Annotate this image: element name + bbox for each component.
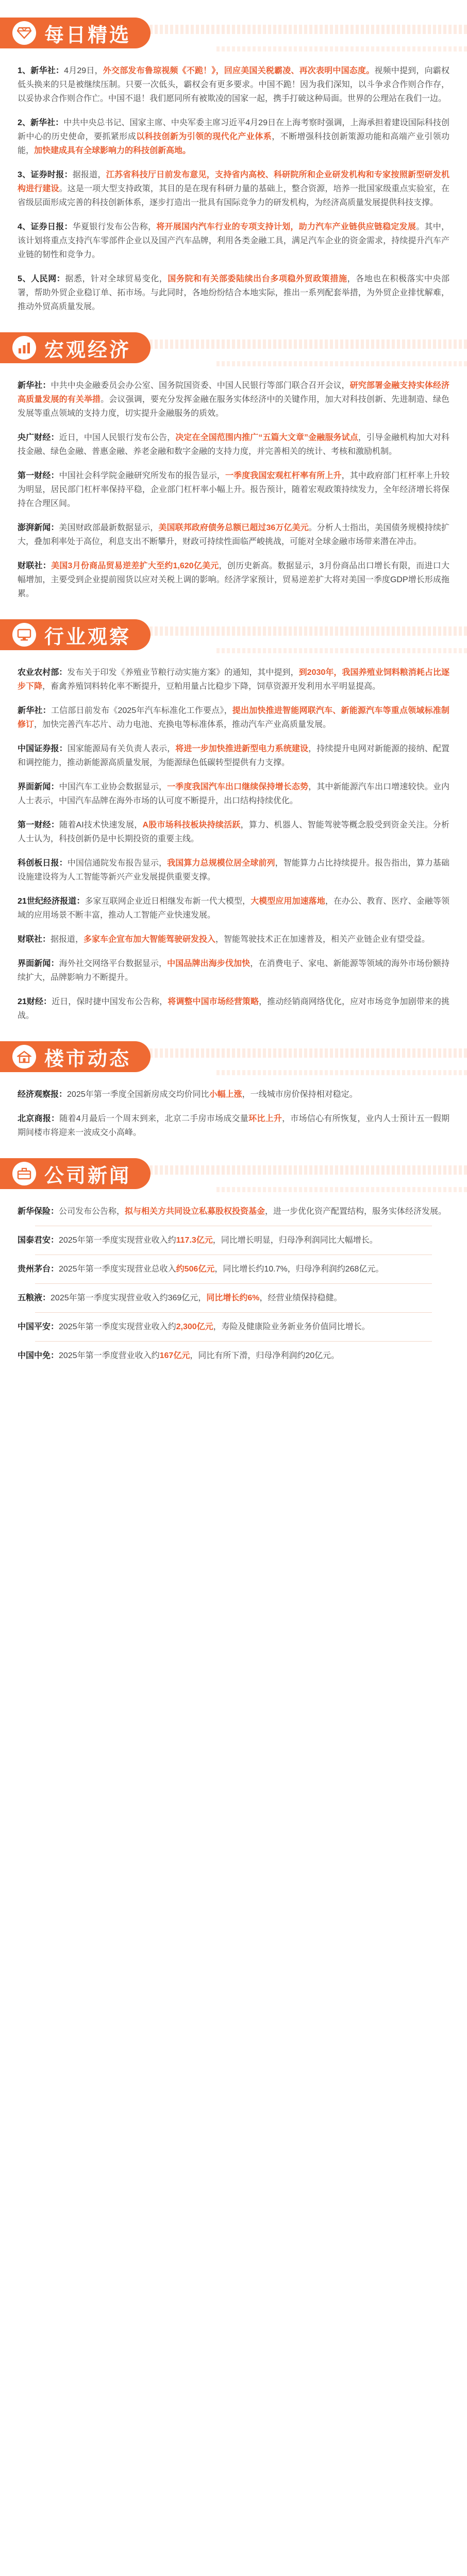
company-news-item: 贵州茅台：2025年第一季度实现营业总收入约506亿元，同比增长约10.7%，归母净利润约268亿元。 xyxy=(18,1265,384,1274)
news-paragraph: 界面新闻：中国汽车工业协会数据显示，一季度我国汽车出口继续保持增长态势，其中新能源汽车出口增速较快。业内人士表示，中国汽车品牌在海外市场的认可度不断提升，出口结构持续优化。 xyxy=(18,783,449,805)
news-paragraph: 财联社：美国3月份商品贸易逆差扩大至约1,620亿美元，创历史新高。数据显示，3月份商品出口增长有限，而进口大幅增加，主要受到企业提前囤货以应对关税上调的影响。经济学家预计，贸易逆差扩大将对美国一季度GDP增长形成拖累。 xyxy=(18,562,449,598)
news-paragraph: 界面新闻：海外社交网络平台数据显示，中国品牌出海步伐加快，在消费电子、家电、新能源等领域的海外市场份额持续扩大，品牌影响力不断提升。 xyxy=(18,959,449,982)
news-paragraph: 央广财经：近日，中国人民银行发布公告，决定在全国范围内推广“五篇大文章”金融服务试点，引导金融机构加大对科技金融、绿色金融、普惠金融、养老金融和数字金融的支持力度，并完善相关的统计、考核和激励机制。 xyxy=(18,433,449,456)
header-stripe-bottom xyxy=(216,1187,467,1192)
header-bar xyxy=(0,18,151,48)
news-paragraph: 经济观察报：2025年第一季度全国新房成交均价同比小幅上涨，一线城市房价保持相对稳定。 xyxy=(18,1090,358,1099)
company-news-item: 中国平安：2025年第一季度实现营业收入约2,300亿元，寿险及健康险业务新业务价值同比增长。 xyxy=(18,1323,370,1331)
divider xyxy=(35,1341,432,1342)
news-paragraph: 第一财经：随着AI技术快速发展，A股市场科技板块持续活跃，算力、机器人、智能驾驶等概念股受到资金关注。分析人士认为，科技创新仍是中长期投资的重要主线。 xyxy=(18,821,449,843)
section-title: 楼市动态 xyxy=(44,1047,131,1070)
news-paragraph: 21财经：近日，保时捷中国发布公告称，将调整中国市场经营策略，推动经销商网络优化，应对市场竞争加剧带来的挑战。 xyxy=(18,997,449,1020)
news-paragraph: 中国证券报：国家能源局有关负责人表示，将进一步加快推进新型电力系统建设，持续提升电网对新能源的接纳、配置和调控能力，推动新能源高质量发展，为能源绿色低碳转型提供有力支撑。 xyxy=(18,744,449,767)
chart-icon xyxy=(12,336,36,360)
section-title: 每日精选 xyxy=(44,23,131,46)
header-stripe-bottom xyxy=(216,46,467,52)
news-paragraph: 21世纪经济报道：多家互联网企业近日相继发布新一代大模型，大模型应用加速落地，在办公、教育、医疗、金融等领域的应用场景不断丰富，推动人工智能产业快速发展。 xyxy=(18,897,449,920)
news-paragraph: 5、人民网：据悉，针对全球贸易变化，国务院和有关部委陆续出台多项稳外贸政策措施，各地也在积极落实中央部署，帮助外贸企业稳订单、拓市场。与此同时，各地纷纷结合本地实际，推出一系列配套举措，为外贸企业排忧解难，推动外贸高质量发展。 xyxy=(18,275,449,311)
section-property-content xyxy=(0,1088,467,1140)
section-daily-content xyxy=(0,64,467,314)
section-header-property xyxy=(0,1033,467,1082)
header-bar xyxy=(0,1158,151,1189)
section-header-daily xyxy=(0,9,467,59)
section-company-content xyxy=(0,1205,467,1363)
header-stripe-bottom xyxy=(216,361,467,366)
header-bar xyxy=(0,1041,151,1072)
news-paragraph: 第一财经：中国社会科学院金融研究所发布的报告显示，一季度我国宏观杠杆率有所上升，其中政府部门杠杆率上升较为明显，居民部门杠杆率保持平稳，企业部门杠杆率小幅上升。报告预计，随着宏观政策持续发力，全年经济增长将保持在合理区间。 xyxy=(18,471,449,508)
monitor-icon xyxy=(12,623,36,647)
news-paragraph: 1、新华社：4月29日，外交部发布鲁琼视频《不跪！》，回应美国关税霸凌、再次表明中国态度。视频中提到，向霸权低头换来的只是被继续压制。只要一次低头，霸权会有更多要求。中国不跪！因为我们深知，以斗争求合作则合作存，以妥协求合作则合作亡。中国不退！我们愿同所有被欺凌的国家一起，携手打破这种局面。世界的公理站在我们一边。 xyxy=(18,66,449,103)
news-paragraph: 3、证券时报：据报道，江苏省科技厅日前发布意见，支持省内高校、科研院所和企业研发机构和专家按照新型研发机构进行建设。这是一项大型支持政策，其目的是在现有科研力量的基础上，整合资源，培养一批国家级重点实验室，在省级层面形成完善的科技创新体系，逐步打造出一批具有国际竞争力的研发机构，为经济高质量发展提供科技支撑。 xyxy=(18,171,449,207)
news-paragraph: 澎湃新闻：美国财政部最新数据显示，美国联邦政府债务总额已超过36万亿美元。分析人士指出，美国债务规模持续扩大，叠加利率处于高位，利息支出不断攀升，财政可持续性面临严峻挑战，可能对全球金融市场带来潜在冲击。 xyxy=(18,523,449,546)
section-macro-content xyxy=(0,379,467,601)
building-icon xyxy=(12,1045,36,1069)
news-paragraph: 新华社：中共中央金融委员会办公室、国务院国资委、中国人民银行等部门联合召开会议，研究部署金融支持实体经济高质量发展的有关举措。会议强调，要充分发挥金融在服务实体经济中的关键作用，加大对科技创新、先进制造、绿色发展等重点领域的支持力度，切实提升金融服务的质效。 xyxy=(18,381,449,418)
header-stripe-bottom xyxy=(216,648,467,653)
header-stripe-bottom xyxy=(216,1070,467,1075)
header-bar xyxy=(0,619,151,650)
diamond-icon xyxy=(12,21,36,45)
company-news-item: 国泰君安：2025年第一季度实现营业收入约117.3亿元，同比增长明显，归母净利润同比大幅增长。 xyxy=(18,1236,378,1245)
section-header-industry xyxy=(0,611,467,660)
section-header-macro xyxy=(0,324,467,374)
news-paragraph: 2、新华社：中共中央总书记、国家主席、中央军委主席习近平4月29日在上海考察时强调，上海承担着建设国际科技创新中心的历史使命，要抓紧形成以科技创新为引领的现代化产业体系，不断增强科技创新策源功能和高端产业引领功能，加快建成具有全球影响力的科技创新高地。 xyxy=(18,118,449,155)
section-header-company xyxy=(0,1150,467,1199)
company-news-item: 五粮液：2025年第一季度实现营业收入约369亿元，同比增长约6%，经营业绩保持稳健。 xyxy=(18,1294,342,1302)
header-bar xyxy=(0,332,151,363)
news-paragraph: 财联社：据报道，多家车企宣布加大智能驾驶研发投入，智能驾驶技术正在加速普及，相关产业链企业有望受益。 xyxy=(18,935,430,944)
divider xyxy=(35,1312,432,1313)
section-title: 宏观经济 xyxy=(44,338,131,361)
briefcase-icon xyxy=(12,1162,36,1185)
section-title: 行业观察 xyxy=(44,625,131,648)
company-news-item: 中国中免：2025年第一季度营业收入约167亿元，同比有所下滑，归母净利润约20亿元。 xyxy=(18,1351,340,1360)
section-industry-content xyxy=(0,666,467,1023)
news-paragraph: 北京商报：随着4月最后一个周末到来，北京二手房市场成交量环比上升，市场信心有所恢复，业内人士预计五一假期期间楼市将迎来一波成交小高峰。 xyxy=(18,1114,449,1137)
news-paragraph: 新华社：工信部日前发布《2025年汽车标准化工作要点》，提出加快推进智能网联汽车、新能源汽车等重点领域标准制修订，加快完善汽车芯片、动力电池、充换电等标准体系，推动汽车产业高质量发展。 xyxy=(18,706,449,729)
company-news-item: 新华保险：公司发布公告称，拟与相关方共同设立私募股权投资基金，进一步优化资产配置结构，服务实体经济发展。 xyxy=(18,1207,447,1216)
news-paragraph: 4、证券日报：华夏银行发布公告称，将开展国内汽车行业的专项支持计划，助力汽车产业链供应链稳定发展。其中，该计划将重点支持汽车零部件企业以及国产汽车品牌，利用各类金融工具，满足汽车企业的资金需求，持续提升汽车产业链的韧性和竞争力。 xyxy=(18,223,449,259)
divider xyxy=(35,1283,432,1284)
news-paragraph: 农业农村部：发布关于印发《养殖业节粮行动实施方案》的通知，其中提到，到2030年，我国养殖业饲料粮消耗占比逐步下降，畜禽养殖饲料转化率不断提升，豆粕用量占比稳步下降，饲草资源开发利用水平明显提高。 xyxy=(18,668,449,691)
news-paragraph: 科创板日报：中国信通院发布报告显示，我国算力总规模位居全球前列，智能算力占比持续提升。报告指出，算力基础设施建设将为人工智能等新兴产业发展提供重要支撑。 xyxy=(18,859,449,882)
section-title: 公司新闻 xyxy=(44,1164,131,1187)
